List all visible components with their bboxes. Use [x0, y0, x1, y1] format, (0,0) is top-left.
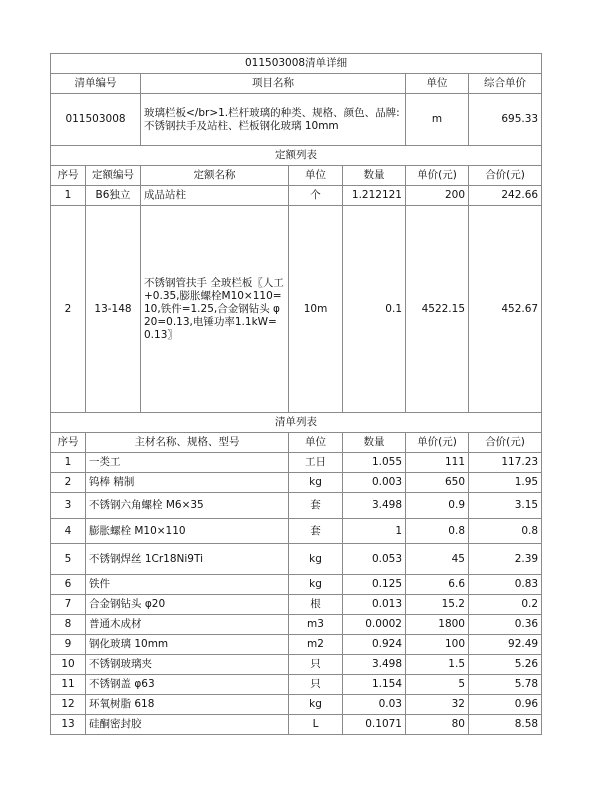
material-price: 1800 — [406, 615, 469, 635]
col-header-price: 综合单价 — [469, 74, 542, 94]
material-row — [51, 675, 542, 695]
quota-unit: 个 — [289, 186, 343, 206]
quota-col-total: 合价(元) — [469, 166, 542, 186]
materials-col-name: 主材名称、规格、型号 — [86, 433, 289, 453]
material-total: 0.96 — [469, 695, 542, 715]
materials-section-title: 清单列表 — [51, 413, 542, 433]
quota-no: 1 — [51, 186, 86, 206]
material-row — [51, 575, 542, 595]
quota-code: B6独立 — [86, 186, 141, 206]
material-qty: 0.053 — [343, 544, 406, 575]
material-unit: kg — [289, 544, 343, 575]
bill-name: 玻璃栏板</br>1.栏杆玻璃的种类、规格、颜色、品牌:不锈钢扶手及站柱、栏板钢化玻璃 10mm — [141, 94, 406, 146]
quota-qty: 1.212121 — [343, 186, 406, 206]
material-no: 11 — [51, 675, 86, 695]
material-name: 硅酮密封胶 — [86, 715, 289, 735]
material-price: 5 — [406, 675, 469, 695]
material-total: 0.36 — [469, 615, 542, 635]
material-name: 钨棒 精制 — [86, 473, 289, 493]
material-qty: 1.055 — [343, 453, 406, 473]
material-no: 9 — [51, 635, 86, 655]
materials-col-price: 单价(元) — [406, 433, 469, 453]
material-total: 117.23 — [469, 453, 542, 473]
material-price: 32 — [406, 695, 469, 715]
material-price: 111 — [406, 453, 469, 473]
bill-row — [51, 94, 542, 146]
col-header-unit: 单位 — [406, 74, 469, 94]
material-price: 0.9 — [406, 493, 469, 519]
quota-section-row — [51, 146, 542, 166]
material-row — [51, 635, 542, 655]
material-unit: 套 — [289, 493, 343, 519]
material-name: 一类工 — [86, 453, 289, 473]
quota-header-row — [51, 166, 542, 186]
material-row — [51, 544, 542, 575]
material-qty: 0.013 — [343, 595, 406, 615]
material-price: 80 — [406, 715, 469, 735]
material-unit: kg — [289, 695, 343, 715]
bill-header-row — [51, 74, 542, 94]
col-header-code: 清单编号 — [51, 74, 141, 94]
material-name: 环氧树脂 618 — [86, 695, 289, 715]
material-no: 2 — [51, 473, 86, 493]
material-no: 10 — [51, 655, 86, 675]
material-total: 1.95 — [469, 473, 542, 493]
table-title: 011503008清单详细 — [51, 54, 542, 74]
quota-qty: 0.1 — [343, 206, 406, 413]
quota-col-name: 定额名称 — [141, 166, 289, 186]
material-total: 0.8 — [469, 519, 542, 544]
quota-col-qty: 数量 — [343, 166, 406, 186]
material-name: 不锈钢六角螺栓 M6×35 — [86, 493, 289, 519]
material-name: 合金钢钻头 φ20 — [86, 595, 289, 615]
material-qty: 1.154 — [343, 675, 406, 695]
material-row — [51, 715, 542, 735]
quota-total: 452.67 — [469, 206, 542, 413]
quota-col-price: 单价(元) — [406, 166, 469, 186]
material-no: 8 — [51, 615, 86, 635]
material-qty: 3.498 — [343, 493, 406, 519]
material-name: 不锈钢焊丝 1Cr18Ni9Ti — [86, 544, 289, 575]
quota-row — [51, 206, 542, 413]
bill-code: 011503008 — [51, 94, 141, 146]
material-no: 13 — [51, 715, 86, 735]
col-header-name: 项目名称 — [141, 74, 406, 94]
material-total: 5.78 — [469, 675, 542, 695]
quota-section-title: 定额列表 — [51, 146, 542, 166]
material-price: 650 — [406, 473, 469, 493]
material-price: 100 — [406, 635, 469, 655]
material-no: 4 — [51, 519, 86, 544]
material-unit: kg — [289, 473, 343, 493]
material-unit: 只 — [289, 655, 343, 675]
quota-price: 4522.15 — [406, 206, 469, 413]
material-unit: 套 — [289, 519, 343, 544]
material-unit: 工日 — [289, 453, 343, 473]
material-qty: 0.924 — [343, 635, 406, 655]
material-price: 6.6 — [406, 575, 469, 595]
bill-price: 695.33 — [469, 94, 542, 146]
bill-unit: m — [406, 94, 469, 146]
material-total: 8.58 — [469, 715, 542, 735]
material-price: 0.8 — [406, 519, 469, 544]
materials-col-no: 序号 — [51, 433, 86, 453]
quota-total: 242.66 — [469, 186, 542, 206]
quota-col-code: 定额编号 — [86, 166, 141, 186]
title-row — [51, 54, 542, 74]
materials-col-unit: 单位 — [289, 433, 343, 453]
materials-section-row — [51, 413, 542, 433]
material-no: 7 — [51, 595, 86, 615]
material-name: 钢化玻璃 10mm — [86, 635, 289, 655]
material-qty: 3.498 — [343, 655, 406, 675]
material-qty: 0.1071 — [343, 715, 406, 735]
material-qty: 0.125 — [343, 575, 406, 595]
material-price: 15.2 — [406, 595, 469, 615]
material-no: 3 — [51, 493, 86, 519]
quota-price: 200 — [406, 186, 469, 206]
material-row — [51, 695, 542, 715]
quota-no: 2 — [51, 206, 86, 413]
material-no: 1 — [51, 453, 86, 473]
material-no: 12 — [51, 695, 86, 715]
material-qty: 1 — [343, 519, 406, 544]
material-name: 膨胀螺栓 M10×110 — [86, 519, 289, 544]
material-qty: 0.003 — [343, 473, 406, 493]
materials-header-row — [51, 433, 542, 453]
materials-col-total: 合价(元) — [469, 433, 542, 453]
material-row — [51, 655, 542, 675]
quota-name: 不锈钢管扶手 全玻栏板〖人工+0.35,膨胀螺栓M10×110=10,铁件=1.25,合金钢钻头 φ20=0.13,电锤功率1.1kW=0.13〗 — [141, 206, 289, 413]
quota-row — [51, 186, 542, 206]
material-unit: m2 — [289, 635, 343, 655]
material-total: 2.39 — [469, 544, 542, 575]
material-price: 45 — [406, 544, 469, 575]
material-total: 92.49 — [469, 635, 542, 655]
quota-col-unit: 单位 — [289, 166, 343, 186]
materials-col-qty: 数量 — [343, 433, 406, 453]
material-row — [51, 615, 542, 635]
material-name: 普通木成材 — [86, 615, 289, 635]
material-name: 不锈钢玻璃夹 — [86, 655, 289, 675]
material-name: 铁件 — [86, 575, 289, 595]
material-unit: 根 — [289, 595, 343, 615]
material-total: 0.83 — [469, 575, 542, 595]
quota-col-no: 序号 — [51, 166, 86, 186]
quota-name: 成品站柱 — [141, 186, 289, 206]
material-total: 0.2 — [469, 595, 542, 615]
material-name: 不锈钢盖 φ63 — [86, 675, 289, 695]
material-row — [51, 473, 542, 493]
material-row — [51, 519, 542, 544]
material-unit: 只 — [289, 675, 343, 695]
material-price: 1.5 — [406, 655, 469, 675]
material-row — [51, 493, 542, 519]
material-total: 5.26 — [469, 655, 542, 675]
quota-code: 13-148 — [86, 206, 141, 413]
quota-unit: 10m — [289, 206, 343, 413]
material-row — [51, 453, 542, 473]
material-unit: kg — [289, 575, 343, 595]
material-no: 6 — [51, 575, 86, 595]
material-unit: L — [289, 715, 343, 735]
bill-detail-table — [50, 53, 542, 735]
material-total: 3.15 — [469, 493, 542, 519]
material-unit: m3 — [289, 615, 343, 635]
material-qty: 0.0002 — [343, 615, 406, 635]
material-row — [51, 595, 542, 615]
material-no: 5 — [51, 544, 86, 575]
material-qty: 0.03 — [343, 695, 406, 715]
